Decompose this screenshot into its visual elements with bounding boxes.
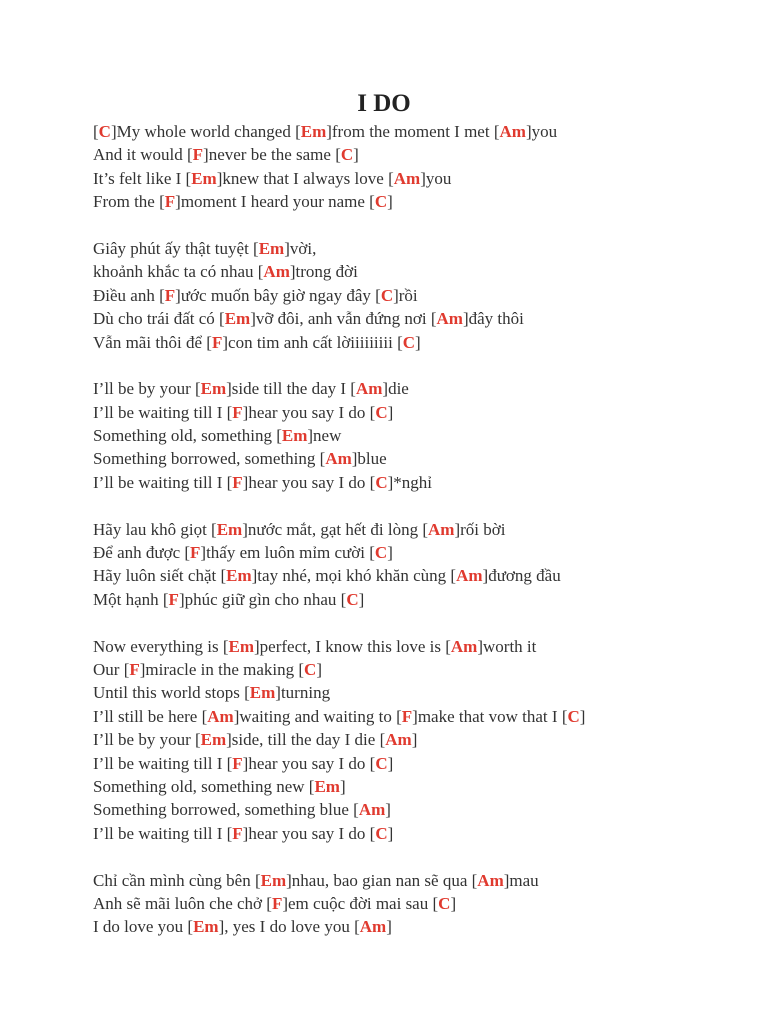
lyric-text: ]con tim anh cất lờiiiiiiiii [: [222, 332, 403, 352]
chord-label: F: [168, 589, 179, 609]
chord-label: Em: [281, 426, 308, 446]
lyric-line: [93, 424, 753, 447]
lyric-line: [93, 190, 753, 213]
lyric-text: ]hear you say I do [: [242, 823, 376, 843]
lyric-text: khoảnh khắc ta có nhau [: [93, 262, 264, 282]
lyric-text: ]perfect, I know this love is [: [254, 636, 451, 656]
lyric-text: ]: [411, 730, 418, 750]
lyric-text: ]hear you say I do [: [242, 472, 376, 492]
lyric-text: ]die: [382, 379, 409, 399]
lyric-text: ]thấy em luôn mỉm cười [: [200, 543, 375, 563]
lyric-text: ]: [316, 659, 322, 679]
lyric-text: ]rồi: [393, 285, 418, 305]
chord-label: C: [374, 543, 388, 563]
stanza-gap: [93, 845, 753, 868]
lyric-line: [93, 143, 753, 166]
chord-label: F: [401, 706, 413, 726]
lyric-line: [93, 237, 753, 260]
lyric-text: I’ll be waiting till I [: [93, 823, 233, 843]
lyric-text: ]make that vow that I [: [412, 706, 568, 726]
lyric-line: [93, 307, 753, 330]
lyric-text: [: [93, 122, 99, 141]
lyric-text: ]miracle in the making [: [139, 659, 305, 679]
lyric-text: Something borrowed, something [: [93, 449, 326, 469]
lyric-line: [93, 635, 753, 658]
stanza-gap: [93, 354, 753, 377]
chord-label: C: [375, 753, 388, 773]
lyric-text: ]: [385, 800, 391, 820]
chord-label: Am: [359, 917, 387, 937]
lyric-text: ]from the moment I met [: [326, 122, 500, 141]
lyric-text: ]knew that I always love [: [216, 168, 394, 188]
lyric-text: ]worth it: [477, 636, 537, 656]
lyric-text: Something old, something new [: [93, 776, 315, 796]
lyric-text: Now everything is [: [93, 636, 229, 656]
chord-label: F: [271, 893, 283, 913]
stanza-gap: [93, 494, 753, 517]
lyric-text: Something old, something [: [93, 426, 282, 446]
lyric-text: I’ll be waiting till I [: [93, 472, 233, 492]
lyric-text: ]: [339, 776, 346, 796]
lyric-text: ]: [387, 823, 394, 843]
chord-label: Am: [456, 566, 483, 586]
lyric-text: Hãy lau khô giọt [: [93, 519, 217, 539]
lyric-line: [93, 752, 753, 775]
chord-label: Am: [436, 309, 463, 329]
chord-label: C: [374, 192, 388, 212]
chord-label: Am: [355, 379, 383, 399]
lyric-line: [93, 869, 753, 892]
lyric-text: ]hear you say I do [: [242, 402, 376, 422]
chord-label: F: [211, 332, 223, 352]
lyric-text: ]blue: [351, 449, 387, 469]
lyric-text: ]: [387, 543, 393, 563]
lyric-text: ]turning: [275, 683, 331, 703]
lyric-text: ]you: [525, 122, 558, 141]
lyric-text: ]side, till the day I die [: [226, 730, 386, 750]
chord-label: Em: [314, 776, 340, 796]
chord-label: C: [375, 823, 388, 843]
lyric-line: [93, 588, 753, 611]
chord-label: Em: [260, 870, 287, 890]
lyric-line: [93, 401, 753, 424]
lyric-text: ]rối bời: [454, 519, 506, 539]
lyric-text: ]mau: [503, 870, 539, 890]
chord-label: C: [304, 659, 317, 679]
chord-label: Em: [191, 168, 217, 188]
lyric-text: Để anh được [: [93, 543, 191, 563]
lyric-line: [93, 681, 753, 704]
lyric-text: ]: [358, 589, 365, 609]
lyric-line: [93, 541, 753, 564]
lyric-line: [93, 447, 753, 470]
lyric-line: [93, 728, 753, 751]
lyric-text: I’ll be waiting till I [: [93, 753, 233, 773]
chord-label: C: [346, 589, 359, 609]
lyric-text: Một hạnh [: [93, 589, 169, 609]
lyric-text: ]waiting and waiting to [: [233, 706, 402, 726]
chord-label: F: [192, 145, 204, 165]
chord-label: C: [438, 893, 451, 913]
lyric-text: Chỉ cần mình cùng bên [: [93, 870, 261, 890]
lyric-text: ]đây thôi: [462, 309, 524, 329]
chord-label: Am: [385, 730, 412, 750]
lyric-line: [93, 915, 753, 938]
lyric-text: ]: [415, 332, 421, 352]
lyric-line: [93, 471, 753, 494]
chord-label: C: [375, 472, 388, 492]
lyric-text: ]em cuộc đời mai sau [: [282, 893, 439, 913]
chord-label: C: [98, 122, 111, 141]
chord-label: Em: [226, 566, 252, 586]
lyric-text: ]: [450, 893, 457, 913]
chord-label: C: [375, 402, 388, 422]
chord-label: F: [232, 823, 243, 843]
chord-label: Em: [300, 122, 327, 141]
chord-label: Em: [200, 730, 227, 750]
lyric-text: ]nước mắt, gạt hết đi lòng [: [242, 519, 428, 539]
chord-label: F: [232, 753, 243, 773]
chord-label: Em: [228, 636, 255, 656]
lyric-text: I’ll be by your [: [93, 379, 201, 399]
chord-label: C: [567, 706, 580, 726]
lyric-text: ]: [386, 917, 392, 937]
lyric-text: ]phúc giữ gìn cho nhau [: [178, 589, 347, 609]
chord-label: Em: [224, 309, 251, 329]
lyric-text: It’s felt like I [: [93, 168, 192, 188]
lyric-line: [93, 518, 753, 541]
lyric-line: [93, 564, 753, 587]
lyric-text: Something borrowed, something blue [: [93, 800, 359, 820]
lyric-text: ]new: [307, 426, 342, 446]
chord-label: Em: [200, 379, 227, 399]
lyric-text: I do love you [: [93, 917, 194, 937]
lyric-text: I’ll still be here [: [93, 706, 208, 726]
lyric-line: [93, 377, 753, 400]
lyric-text: ]never be the same [: [203, 145, 341, 165]
lyric-line: [93, 822, 753, 845]
chord-label: F: [164, 285, 176, 305]
chord-label: F: [164, 192, 176, 212]
stanza-gap: [93, 611, 753, 634]
lyric-text: ]you: [420, 168, 452, 188]
lyric-text: Until this world stops [: [93, 683, 250, 703]
lyric-text: ]: [387, 402, 394, 422]
lyric-text: Dù cho trái đất có [: [93, 309, 225, 329]
chord-label: C: [380, 285, 394, 305]
lyric-text: ]: [387, 192, 393, 212]
chord-label: Am: [393, 168, 421, 188]
lyric-text: Giây phút ấy thật tuyệt [: [93, 238, 259, 258]
chord-label: C: [402, 332, 416, 352]
lyric-text: Anh sẽ mãi luôn che chở [: [93, 893, 272, 913]
lyrics-body: [93, 120, 753, 939]
song-title: I DO: [357, 90, 411, 117]
lyric-line: [93, 775, 753, 798]
stanza-gap: [93, 214, 753, 237]
chord-label: Am: [499, 122, 526, 141]
lyric-text: Hãy luôn siết chặt [: [93, 566, 227, 586]
chord-label: Am: [263, 262, 290, 282]
lyric-text: Our [: [93, 659, 130, 679]
lyric-text: ], yes I do love you [: [218, 917, 360, 937]
chord-label: Em: [216, 519, 243, 539]
lyric-text: ]tay nhé, mọi khó khăn cùng [: [251, 566, 457, 586]
chord-label: Em: [249, 683, 276, 703]
lyric-line: [93, 260, 753, 283]
lyric-text: ]My whole world changed [: [110, 122, 301, 141]
lyric-line: [93, 798, 753, 821]
chord-label: Em: [258, 238, 285, 258]
lyric-text: ]side till the day I [: [226, 379, 356, 399]
lyric-text: I’ll be by your [: [93, 730, 201, 750]
chord-label: Am: [477, 870, 504, 890]
lyric-text: ]vời,: [284, 238, 317, 258]
chord-label: Em: [193, 917, 219, 937]
lyric-text: ]đương đầu: [482, 566, 561, 586]
lyric-text: And it would [: [93, 145, 193, 165]
lyric-line: [93, 167, 753, 190]
lyric-line: [93, 705, 753, 728]
lyric-line: [93, 892, 753, 915]
lyric-line: [93, 658, 753, 681]
lyric-text: ]ước muốn bây giờ ngay đây [: [175, 285, 381, 305]
lyric-text: From the [: [93, 192, 165, 212]
chord-label: F: [232, 402, 243, 422]
lyric-text: Vẫn mãi thôi để [: [93, 332, 212, 352]
chord-label: F: [190, 543, 201, 563]
chord-label: Am: [428, 519, 455, 539]
lyric-text: ]moment I heard your name [: [175, 192, 375, 212]
chord-label: F: [129, 659, 140, 679]
lyric-text: ]: [387, 753, 394, 773]
lyric-text: ]nhau, bao gian nan sẽ qua [: [286, 870, 478, 890]
chord-label: Am: [207, 706, 234, 726]
lyric-text: ]trong đời: [289, 262, 358, 282]
lyric-text: ]hear you say I do [: [242, 753, 376, 773]
lyric-line: [93, 331, 753, 354]
chord-label: Am: [358, 800, 386, 820]
chord-label: Am: [325, 449, 352, 469]
lyric-text: ]*nghỉ: [387, 472, 432, 492]
chord-label: Am: [450, 636, 478, 656]
lyric-text: ]vỡ đôi, anh vẫn đứng nơi [: [250, 309, 437, 329]
lyric-text: I’ll be waiting till I [: [93, 402, 233, 422]
lyric-text: ]: [353, 145, 359, 165]
lyric-text: Điều anh [: [93, 285, 165, 305]
lyric-line: [93, 120, 753, 143]
lyric-line: [93, 284, 753, 307]
lyric-text: ]: [579, 706, 586, 726]
chord-label: F: [232, 472, 243, 492]
chord-label: C: [340, 145, 354, 165]
